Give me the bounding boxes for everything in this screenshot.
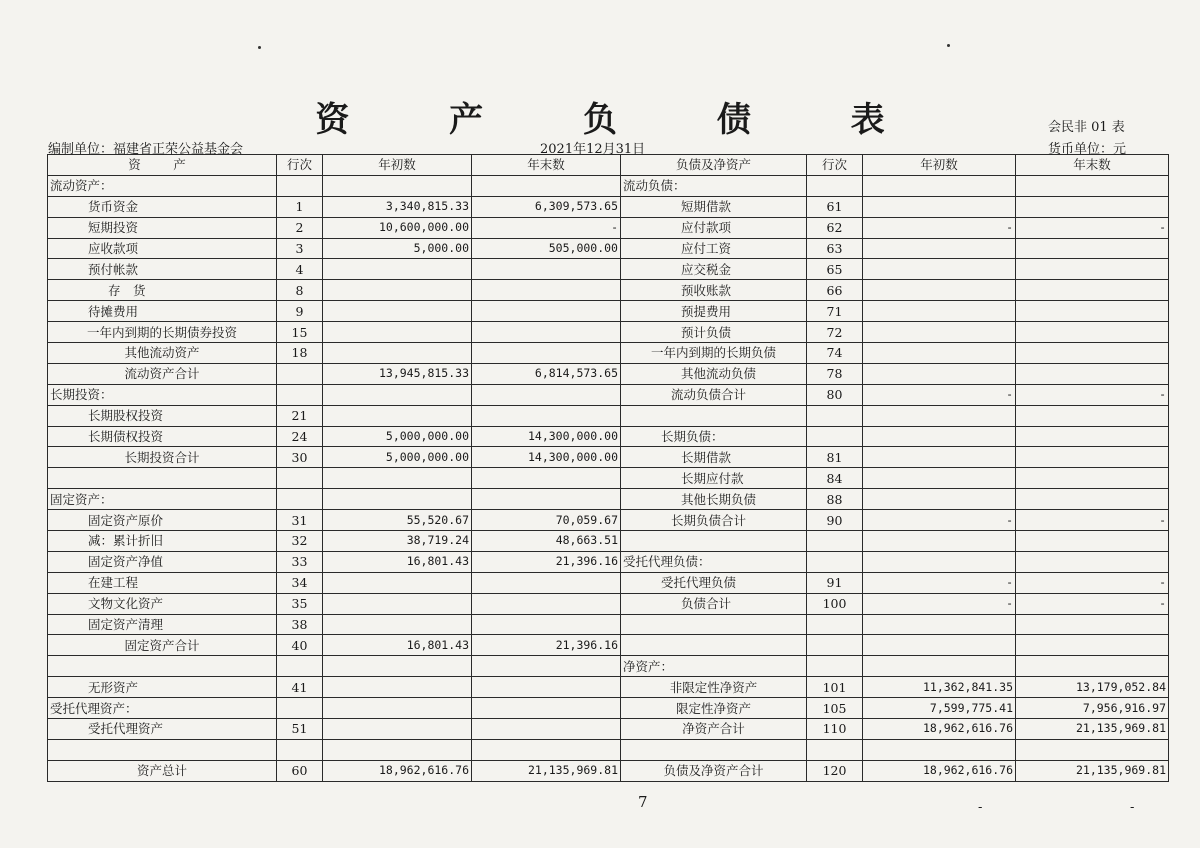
- asset-end-amount: [472, 593, 621, 614]
- liability-end-amount: [1016, 656, 1169, 677]
- asset-label: 其他流动资产: [48, 343, 277, 364]
- liability-end-amount: 21,135,969.81: [1016, 760, 1169, 781]
- liability-end-amount: [1016, 739, 1169, 760]
- asset-label: 长期债权投资: [48, 426, 277, 447]
- header-begin: 年初数: [323, 155, 472, 176]
- liability-row-no: 71: [807, 301, 863, 322]
- liability-row-no: 88: [807, 489, 863, 510]
- liability-label: 预收账款: [621, 280, 807, 301]
- asset-label: 资产总计: [48, 760, 277, 781]
- asset-label: [48, 468, 277, 489]
- asset-label: 长期投资合计: [48, 447, 277, 468]
- liability-end-amount: [1016, 280, 1169, 301]
- liability-begin-amount: 18,962,616.76: [863, 719, 1016, 740]
- asset-row-no: [277, 468, 323, 489]
- asset-row-no: 24: [277, 426, 323, 447]
- form-number: 会民非 01 表: [1048, 120, 1125, 135]
- table-row: [48, 510, 1169, 531]
- table-row: [48, 363, 1169, 384]
- asset-begin-amount: 18,962,616.76: [323, 760, 472, 781]
- asset-label: 长期投资：: [48, 384, 277, 405]
- table-row: [48, 656, 1169, 677]
- liability-begin-amount: -: [863, 572, 1016, 593]
- liability-end-amount: [1016, 175, 1169, 196]
- liability-label: 长期负债：: [621, 426, 807, 447]
- asset-end-amount: [472, 322, 621, 343]
- asset-begin-amount: [323, 572, 472, 593]
- liability-label: 净资产合计: [621, 719, 807, 740]
- asset-label: 短期投资: [48, 217, 277, 238]
- liability-row-no: 101: [807, 677, 863, 698]
- asset-begin-amount: [323, 468, 472, 489]
- liability-end-amount: [1016, 447, 1169, 468]
- asset-row-no: 38: [277, 614, 323, 635]
- asset-end-amount: [472, 301, 621, 322]
- liability-row-no: 61: [807, 196, 863, 217]
- asset-row-no: [277, 384, 323, 405]
- liability-label: [621, 614, 807, 635]
- liability-label: 流动负债：: [621, 175, 807, 196]
- liability-end-amount: [1016, 238, 1169, 259]
- liability-row-no: [807, 405, 863, 426]
- liability-begin-amount: [863, 489, 1016, 510]
- asset-begin-amount: 5,000,000.00: [323, 447, 472, 468]
- table-row: [48, 468, 1169, 489]
- liability-row-no: 66: [807, 280, 863, 301]
- liability-begin-amount: [863, 175, 1016, 196]
- asset-label: 文物文化资产: [48, 593, 277, 614]
- asset-end-amount: 70,059.67: [472, 510, 621, 531]
- liability-label: 其他流动负债: [621, 363, 807, 384]
- asset-row-no: 1: [277, 196, 323, 217]
- asset-row-no: 8: [277, 280, 323, 301]
- header-end: 年末数: [472, 155, 621, 176]
- table-row: [48, 426, 1169, 447]
- liability-end-amount: [1016, 259, 1169, 280]
- liability-row-no: 63: [807, 238, 863, 259]
- asset-begin-amount: [323, 593, 472, 614]
- liability-begin-amount: [863, 635, 1016, 656]
- asset-begin-amount: [323, 489, 472, 510]
- asset-label: 预付帐款: [48, 259, 277, 280]
- asset-end-amount: [472, 384, 621, 405]
- liability-row-no: 84: [807, 468, 863, 489]
- liability-end-amount: [1016, 468, 1169, 489]
- asset-begin-amount: [323, 322, 472, 343]
- asset-label: 受托代理资产：: [48, 698, 277, 719]
- asset-begin-amount: 10,600,000.00: [323, 217, 472, 238]
- liability-row-no: 74: [807, 343, 863, 364]
- liability-begin-amount: [863, 656, 1016, 677]
- liability-begin-amount: [863, 739, 1016, 760]
- liability-end-amount: -: [1016, 572, 1169, 593]
- liability-begin-amount: -: [863, 593, 1016, 614]
- table-header-row: [48, 155, 1169, 176]
- asset-label: 存 货: [48, 280, 277, 301]
- liability-row-no: 120: [807, 760, 863, 781]
- asset-label: 在建工程: [48, 572, 277, 593]
- table-row: [48, 175, 1169, 196]
- liability-end-amount: [1016, 531, 1169, 552]
- reporting-unit: 编制单位：福建省正荣公益基金会: [48, 142, 244, 157]
- liability-label: 一年内到期的长期负债: [621, 343, 807, 364]
- asset-end-amount: [472, 572, 621, 593]
- liability-end-amount: [1016, 405, 1169, 426]
- asset-label: 固定资产：: [48, 489, 277, 510]
- header-asset: 资 产: [48, 155, 277, 176]
- asset-label: 货币资金: [48, 196, 277, 217]
- asset-label: 长期股权投资: [48, 405, 277, 426]
- liability-row-no: 105: [807, 698, 863, 719]
- asset-begin-amount: [323, 719, 472, 740]
- asset-row-no: 31: [277, 510, 323, 531]
- liability-begin-amount: 7,599,775.41: [863, 698, 1016, 719]
- footer-mark: -: [978, 800, 983, 815]
- liability-label: 应付工资: [621, 238, 807, 259]
- liability-begin-amount: [863, 531, 1016, 552]
- liability-label: 受托代理负债: [621, 572, 807, 593]
- liability-row-no: 81: [807, 447, 863, 468]
- liability-label: 其他长期负债: [621, 489, 807, 510]
- asset-row-no: 4: [277, 259, 323, 280]
- liability-begin-amount: -: [863, 510, 1016, 531]
- page-title: 资 产 负 债 表: [315, 100, 929, 140]
- liability-begin-amount: [863, 551, 1016, 572]
- liability-end-amount: -: [1016, 217, 1169, 238]
- asset-begin-amount: [323, 280, 472, 301]
- asset-end-amount: [472, 259, 621, 280]
- asset-begin-amount: [323, 739, 472, 760]
- liability-end-amount: 7,956,916.97: [1016, 698, 1169, 719]
- liability-label: 负债及净资产合计: [621, 760, 807, 781]
- liability-label: 流动负债合计: [621, 384, 807, 405]
- liability-label: [621, 739, 807, 760]
- asset-end-amount: [472, 719, 621, 740]
- liability-row-no: [807, 614, 863, 635]
- liability-row-no: 91: [807, 572, 863, 593]
- table-row: [48, 405, 1169, 426]
- asset-row-no: [277, 739, 323, 760]
- asset-row-no: 32: [277, 531, 323, 552]
- asset-end-amount: [472, 175, 621, 196]
- liability-begin-amount: [863, 301, 1016, 322]
- table-row: [48, 238, 1169, 259]
- asset-begin-amount: [323, 175, 472, 196]
- asset-end-amount: -: [472, 217, 621, 238]
- liability-begin-amount: [863, 363, 1016, 384]
- balance-sheet-table: [47, 154, 1169, 782]
- header-end-2: 年末数: [1016, 155, 1169, 176]
- asset-begin-amount: [323, 405, 472, 426]
- report-date: 2021年12月31日: [540, 142, 646, 157]
- asset-end-amount: [472, 468, 621, 489]
- liability-label: 限定性净资产: [621, 698, 807, 719]
- asset-row-no: [277, 363, 323, 384]
- liability-row-no: 110: [807, 719, 863, 740]
- table-row: [48, 760, 1169, 781]
- liability-end-amount: [1016, 363, 1169, 384]
- asset-end-amount: [472, 343, 621, 364]
- liability-row-no: [807, 656, 863, 677]
- liability-row-no: [807, 551, 863, 572]
- asset-end-amount: 6,814,573.65: [472, 363, 621, 384]
- asset-row-no: [277, 656, 323, 677]
- liability-row-no: [807, 635, 863, 656]
- liability-label: [621, 531, 807, 552]
- table-row: [48, 531, 1169, 552]
- asset-end-amount: 505,000.00: [472, 238, 621, 259]
- table-row: [48, 280, 1169, 301]
- liability-begin-amount: [863, 280, 1016, 301]
- liability-row-no: [807, 426, 863, 447]
- liability-label: 受托代理负债：: [621, 551, 807, 572]
- liability-label: 净资产：: [621, 656, 807, 677]
- liability-begin-amount: [863, 447, 1016, 468]
- asset-begin-amount: 55,520.67: [323, 510, 472, 531]
- liability-row-no: [807, 175, 863, 196]
- table-row: [48, 614, 1169, 635]
- asset-begin-amount: [323, 259, 472, 280]
- asset-end-amount: 48,663.51: [472, 531, 621, 552]
- liability-end-amount: [1016, 614, 1169, 635]
- asset-row-no: [277, 698, 323, 719]
- liability-end-amount: 21,135,969.81: [1016, 719, 1169, 740]
- liability-row-no: 65: [807, 259, 863, 280]
- currency-unit: 货币单位：元: [1048, 142, 1127, 157]
- asset-row-no: 9: [277, 301, 323, 322]
- asset-row-no: [277, 489, 323, 510]
- liability-begin-amount: [863, 405, 1016, 426]
- asset-begin-amount: [323, 384, 472, 405]
- header-row-no: 行次: [277, 155, 323, 176]
- asset-end-amount: [472, 739, 621, 760]
- asset-label: 受托代理资产: [48, 719, 277, 740]
- asset-row-no: 15: [277, 322, 323, 343]
- liability-end-amount: -: [1016, 510, 1169, 531]
- asset-begin-amount: 16,801.43: [323, 635, 472, 656]
- asset-begin-amount: 38,719.24: [323, 531, 472, 552]
- asset-row-no: 18: [277, 343, 323, 364]
- header-begin-2: 年初数: [863, 155, 1016, 176]
- asset-row-no: 30: [277, 447, 323, 468]
- table-row: [48, 739, 1169, 760]
- liability-begin-amount: [863, 259, 1016, 280]
- asset-begin-amount: [323, 614, 472, 635]
- liability-label: 长期应付款: [621, 468, 807, 489]
- asset-end-amount: 6,309,573.65: [472, 196, 621, 217]
- asset-begin-amount: 13,945,815.33: [323, 363, 472, 384]
- asset-label: 固定资产净值: [48, 551, 277, 572]
- liability-row-no: [807, 739, 863, 760]
- liability-begin-amount: 18,962,616.76: [863, 760, 1016, 781]
- table-row: [48, 217, 1169, 238]
- asset-begin-amount: [323, 343, 472, 364]
- liability-begin-amount: [863, 196, 1016, 217]
- asset-end-amount: 14,300,000.00: [472, 447, 621, 468]
- asset-label: 固定资产合计: [48, 635, 277, 656]
- liability-row-no: [807, 531, 863, 552]
- liability-label: [621, 635, 807, 656]
- asset-end-amount: [472, 614, 621, 635]
- liability-label: 预计负债: [621, 322, 807, 343]
- liability-end-amount: -: [1016, 593, 1169, 614]
- asset-row-no: 2: [277, 217, 323, 238]
- liability-end-amount: [1016, 301, 1169, 322]
- table-row: [48, 635, 1169, 656]
- liability-begin-amount: -: [863, 384, 1016, 405]
- asset-end-amount: 21,396.16: [472, 635, 621, 656]
- liability-label: 短期借款: [621, 196, 807, 217]
- liability-end-amount: [1016, 426, 1169, 447]
- liability-begin-amount: [863, 238, 1016, 259]
- asset-row-no: 34: [277, 572, 323, 593]
- liability-label: 长期负债合计: [621, 510, 807, 531]
- asset-end-amount: [472, 405, 621, 426]
- table-row: [48, 677, 1169, 698]
- asset-row-no: 40: [277, 635, 323, 656]
- asset-begin-amount: 5,000,000.00: [323, 426, 472, 447]
- table-row: [48, 593, 1169, 614]
- table-row: [48, 572, 1169, 593]
- liability-end-amount: -: [1016, 384, 1169, 405]
- header-liabilities: 负债及净资产: [621, 155, 807, 176]
- asset-row-no: [277, 175, 323, 196]
- asset-end-amount: 21,396.16: [472, 551, 621, 572]
- table-row: [48, 489, 1169, 510]
- asset-row-no: 60: [277, 760, 323, 781]
- asset-begin-amount: [323, 656, 472, 677]
- liability-end-amount: [1016, 343, 1169, 364]
- table-row: [48, 719, 1169, 740]
- liability-label: 非限定性净资产: [621, 677, 807, 698]
- scan-speck: [947, 44, 950, 47]
- table-row: [48, 447, 1169, 468]
- liability-label: 应付款项: [621, 217, 807, 238]
- header-row-no-2: 行次: [807, 155, 863, 176]
- liability-end-amount: [1016, 489, 1169, 510]
- table-row: [48, 259, 1169, 280]
- liability-label: 应交税金: [621, 259, 807, 280]
- liability-row-no: 72: [807, 322, 863, 343]
- table-row: [48, 301, 1169, 322]
- liability-row-no: 80: [807, 384, 863, 405]
- liability-begin-amount: -: [863, 217, 1016, 238]
- table-row: [48, 384, 1169, 405]
- table-row: [48, 322, 1169, 343]
- asset-end-amount: [472, 698, 621, 719]
- asset-label: 固定资产清理: [48, 614, 277, 635]
- asset-row-no: 41: [277, 677, 323, 698]
- page-number: 7: [638, 793, 648, 811]
- liability-begin-amount: 11,362,841.35: [863, 677, 1016, 698]
- asset-end-amount: 21,135,969.81: [472, 760, 621, 781]
- asset-row-no: 51: [277, 719, 323, 740]
- table-row: [48, 196, 1169, 217]
- scan-speck: [258, 46, 261, 49]
- asset-label: 流动资产：: [48, 175, 277, 196]
- asset-begin-amount: [323, 677, 472, 698]
- footer-mark: -: [1130, 800, 1135, 815]
- asset-label: 应收款项: [48, 238, 277, 259]
- liability-row-no: 100: [807, 593, 863, 614]
- liability-end-amount: [1016, 635, 1169, 656]
- liability-begin-amount: [863, 322, 1016, 343]
- liability-row-no: 62: [807, 217, 863, 238]
- asset-row-no: 35: [277, 593, 323, 614]
- asset-end-amount: [472, 280, 621, 301]
- asset-end-amount: [472, 677, 621, 698]
- asset-begin-amount: 16,801.43: [323, 551, 472, 572]
- asset-end-amount: [472, 656, 621, 677]
- liability-end-amount: 13,179,052.84: [1016, 677, 1169, 698]
- liability-begin-amount: [863, 343, 1016, 364]
- table-row: [48, 698, 1169, 719]
- asset-row-no: 3: [277, 238, 323, 259]
- asset-end-amount: [472, 489, 621, 510]
- asset-label: 减：累计折旧: [48, 531, 277, 552]
- liability-end-amount: [1016, 551, 1169, 572]
- asset-label: 一年内到期的长期债券投资: [48, 322, 277, 343]
- asset-label: 固定资产原价: [48, 510, 277, 531]
- liability-label: 预提费用: [621, 301, 807, 322]
- liability-label: 负债合计: [621, 593, 807, 614]
- asset-begin-amount: [323, 698, 472, 719]
- liability-row-no: 90: [807, 510, 863, 531]
- table-row: [48, 343, 1169, 364]
- asset-begin-amount: 3,340,815.33: [323, 196, 472, 217]
- table-row: [48, 551, 1169, 572]
- asset-row-no: 33: [277, 551, 323, 572]
- liability-row-no: 78: [807, 363, 863, 384]
- asset-label: 待摊费用: [48, 301, 277, 322]
- liability-begin-amount: [863, 468, 1016, 489]
- asset-label: [48, 739, 277, 760]
- liability-begin-amount: [863, 614, 1016, 635]
- asset-begin-amount: 5,000.00: [323, 238, 472, 259]
- asset-label: 无形资产: [48, 677, 277, 698]
- liability-label: [621, 405, 807, 426]
- asset-label: [48, 656, 277, 677]
- asset-begin-amount: [323, 301, 472, 322]
- liability-label: 长期借款: [621, 447, 807, 468]
- liability-end-amount: [1016, 196, 1169, 217]
- asset-row-no: 21: [277, 405, 323, 426]
- liability-begin-amount: [863, 426, 1016, 447]
- liability-end-amount: [1016, 322, 1169, 343]
- asset-label: 流动资产合计: [48, 363, 277, 384]
- asset-end-amount: 14,300,000.00: [472, 426, 621, 447]
